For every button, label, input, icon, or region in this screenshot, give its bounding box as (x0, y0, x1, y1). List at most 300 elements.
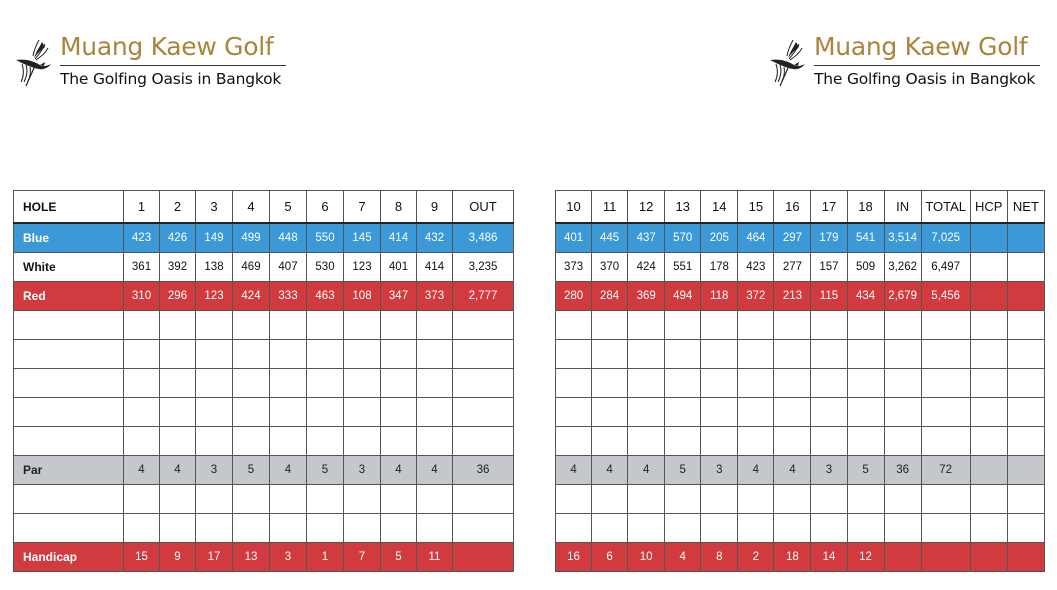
score-cell[interactable] (1007, 369, 1044, 398)
yardage-cell: 213 (774, 282, 811, 311)
score-cell[interactable] (344, 485, 381, 514)
yardage-cell: 347 (381, 282, 417, 311)
score-cell[interactable] (124, 369, 160, 398)
score-cell[interactable] (628, 369, 665, 398)
score-row (14, 398, 514, 427)
score-cell[interactable] (592, 311, 628, 340)
score-cell[interactable] (738, 427, 774, 456)
score-cell[interactable] (124, 427, 160, 456)
par-cell: 3 (196, 456, 233, 485)
score-cell[interactable] (628, 311, 665, 340)
handicap-cell: 8 (701, 543, 738, 572)
score-cell[interactable] (738, 514, 774, 543)
score-cell[interactable] (921, 369, 970, 398)
yardage-cell: 370 (592, 253, 628, 282)
score-row (556, 514, 1045, 543)
score-cell[interactable] (417, 485, 453, 514)
yardage-cell: 469 (233, 253, 270, 282)
yardage-cell: 277 (774, 253, 811, 282)
yardage-cell: 414 (381, 223, 417, 253)
player-name-cell[interactable] (14, 427, 124, 456)
total-cell: 2,777 (453, 282, 514, 311)
score-row (14, 514, 514, 543)
header-cell: 10 (556, 191, 592, 224)
score-cell[interactable] (124, 485, 160, 514)
handicap-cell: 10 (628, 543, 665, 572)
player-name-cell[interactable] (14, 485, 124, 514)
score-cell[interactable] (847, 340, 884, 369)
header-cell: OUT (453, 191, 514, 224)
score-cell[interactable] (160, 369, 196, 398)
handicap-cell: 9 (160, 543, 196, 572)
yardage-cell: 401 (556, 223, 592, 253)
bird-logo-icon (766, 32, 810, 88)
score-cell[interactable] (381, 485, 417, 514)
yardage-cell: 297 (774, 223, 811, 253)
yardage-cell: 280 (556, 282, 592, 311)
yardage-cell: 464 (738, 223, 774, 253)
brand-tagline: The Golfing Oasis in Bangkok (814, 70, 1036, 88)
handicap-cell: 2 (738, 543, 774, 572)
total-cell: 3,262 (884, 253, 921, 282)
score-cell[interactable] (884, 427, 921, 456)
score-cell[interactable] (1007, 340, 1044, 369)
score-cell[interactable] (417, 427, 453, 456)
score-cell[interactable] (811, 340, 847, 369)
score-cell[interactable] (665, 427, 701, 456)
total-cell: 3,514 (884, 223, 921, 253)
bird-logo-icon (12, 32, 56, 88)
player-name-cell[interactable] (14, 340, 124, 369)
total-cell: 2,679 (884, 282, 921, 311)
header-cell: 15 (738, 191, 774, 224)
score-cell[interactable] (665, 369, 701, 398)
score-cell[interactable] (233, 514, 270, 543)
score-cell[interactable] (124, 514, 160, 543)
score-cell[interactable] (307, 311, 344, 340)
par-cell: 4 (381, 456, 417, 485)
yardage-cell: 463 (307, 282, 344, 311)
par-cell: 4 (628, 456, 665, 485)
row-label: Red (14, 282, 124, 311)
score-row (556, 311, 1045, 340)
total-cell (921, 543, 970, 572)
score-cell[interactable] (160, 485, 196, 514)
score-cell[interactable] (1007, 485, 1044, 514)
score-cell[interactable] (628, 340, 665, 369)
score-cell[interactable] (1007, 514, 1044, 543)
yardage-cell: 369 (628, 282, 665, 311)
score-cell[interactable] (233, 427, 270, 456)
yardage-cell: 392 (160, 253, 196, 282)
player-name-cell[interactable] (14, 369, 124, 398)
hcp-cell (970, 543, 1007, 572)
score-cell[interactable] (233, 311, 270, 340)
yardage-cell: 494 (665, 282, 701, 311)
score-cell[interactable] (738, 369, 774, 398)
score-cell[interactable] (970, 514, 1007, 543)
yardage-cell: 445 (592, 223, 628, 253)
score-cell[interactable] (160, 340, 196, 369)
red-tee-row (556, 282, 1045, 311)
player-name-cell[interactable] (14, 311, 124, 340)
header-cell: IN (884, 191, 921, 224)
header-cell: 16 (774, 191, 811, 224)
player-name-cell[interactable] (14, 398, 124, 427)
score-cell[interactable] (665, 514, 701, 543)
score-cell[interactable] (556, 514, 592, 543)
score-cell[interactable] (921, 340, 970, 369)
score-cell[interactable] (381, 311, 417, 340)
score-cell[interactable] (270, 485, 307, 514)
score-cell[interactable] (665, 485, 701, 514)
total-cell (884, 543, 921, 572)
score-cell[interactable] (592, 514, 628, 543)
header-cell: 5 (270, 191, 307, 224)
hcp-cell (970, 456, 1007, 485)
score-cell[interactable] (970, 427, 1007, 456)
score-cell[interactable] (847, 311, 884, 340)
score-cell[interactable] (811, 398, 847, 427)
total-cell: 72 (921, 456, 970, 485)
score-cell[interactable] (556, 398, 592, 427)
handicap-row (14, 543, 514, 572)
score-cell[interactable] (665, 311, 701, 340)
score-cell[interactable] (701, 427, 738, 456)
yardage-cell: 509 (847, 253, 884, 282)
score-cell[interactable] (556, 369, 592, 398)
score-cell[interactable] (1007, 427, 1044, 456)
score-cell[interactable] (847, 514, 884, 543)
par-cell: 4 (270, 456, 307, 485)
score-cell[interactable] (307, 427, 344, 456)
score-cell[interactable] (970, 485, 1007, 514)
score-cell[interactable] (124, 398, 160, 427)
header-cell: NET (1007, 191, 1044, 224)
score-cell[interactable] (701, 514, 738, 543)
yardage-cell: 123 (344, 253, 381, 282)
score-cell[interactable] (556, 311, 592, 340)
score-cell[interactable] (381, 398, 417, 427)
score-cell[interactable] (701, 485, 738, 514)
header-cell: 17 (811, 191, 847, 224)
yardage-cell: 432 (417, 223, 453, 253)
score-cell[interactable] (592, 485, 628, 514)
yardage-cell: 138 (196, 253, 233, 282)
header-cell: 13 (665, 191, 701, 224)
score-cell[interactable] (196, 485, 233, 514)
hcp-cell (970, 282, 1007, 311)
score-cell[interactable] (417, 311, 453, 340)
score-cell[interactable] (124, 311, 160, 340)
score-cell[interactable] (453, 340, 514, 369)
score-cell[interactable] (774, 311, 811, 340)
score-cell[interactable] (270, 311, 307, 340)
score-cell[interactable] (738, 340, 774, 369)
row-label: Handicap (14, 543, 124, 572)
score-cell[interactable] (381, 369, 417, 398)
score-cell[interactable] (665, 398, 701, 427)
score-cell[interactable] (628, 514, 665, 543)
yardage-cell: 424 (628, 253, 665, 282)
score-cell[interactable] (628, 398, 665, 427)
par-cell: 4 (417, 456, 453, 485)
yardage-cell: 118 (701, 282, 738, 311)
brand-tagline: The Golfing Oasis in Bangkok (60, 70, 282, 88)
score-cell[interactable] (628, 427, 665, 456)
score-cell[interactable] (847, 398, 884, 427)
score-cell[interactable] (270, 340, 307, 369)
row-label: Blue (14, 223, 124, 253)
score-cell[interactable] (884, 485, 921, 514)
score-cell[interactable] (196, 369, 233, 398)
header-row (556, 191, 1045, 224)
score-cell[interactable] (847, 427, 884, 456)
score-cell[interactable] (884, 311, 921, 340)
header-cell: 14 (701, 191, 738, 224)
par-cell: 4 (160, 456, 196, 485)
score-cell[interactable] (124, 340, 160, 369)
score-cell[interactable] (160, 514, 196, 543)
handicap-row (556, 543, 1045, 572)
score-cell[interactable] (701, 311, 738, 340)
score-cell[interactable] (453, 485, 514, 514)
score-cell[interactable] (970, 369, 1007, 398)
score-cell[interactable] (344, 398, 381, 427)
score-cell[interactable] (701, 398, 738, 427)
score-row (14, 485, 514, 514)
blue-tee-row (556, 223, 1045, 253)
score-cell[interactable] (270, 369, 307, 398)
player-name-cell[interactable] (14, 514, 124, 543)
score-cell[interactable] (556, 340, 592, 369)
score-cell[interactable] (344, 311, 381, 340)
yardage-cell: 284 (592, 282, 628, 311)
score-cell[interactable] (556, 485, 592, 514)
score-cell[interactable] (592, 398, 628, 427)
score-cell[interactable] (884, 340, 921, 369)
par-cell: 5 (233, 456, 270, 485)
header-row (14, 191, 514, 224)
net-cell (1007, 223, 1044, 253)
score-cell[interactable] (270, 514, 307, 543)
score-cell[interactable] (628, 485, 665, 514)
yardage-cell: 424 (233, 282, 270, 311)
score-cell[interactable] (884, 514, 921, 543)
score-cell[interactable] (344, 369, 381, 398)
yardage-cell: 361 (124, 253, 160, 282)
score-cell[interactable] (701, 369, 738, 398)
score-cell[interactable] (921, 311, 970, 340)
score-cell[interactable] (381, 514, 417, 543)
score-cell[interactable] (738, 485, 774, 514)
score-cell[interactable] (196, 514, 233, 543)
yardage-cell: 205 (701, 223, 738, 253)
score-cell[interactable] (307, 485, 344, 514)
score-cell[interactable] (453, 369, 514, 398)
score-cell[interactable] (453, 427, 514, 456)
score-cell[interactable] (381, 340, 417, 369)
handicap-cell: 13 (233, 543, 270, 572)
yardage-cell: 499 (233, 223, 270, 253)
score-cell[interactable] (196, 340, 233, 369)
score-cell[interactable] (307, 369, 344, 398)
score-cell[interactable] (701, 340, 738, 369)
yardage-cell: 157 (811, 253, 847, 282)
yardage-cell: 423 (124, 223, 160, 253)
score-cell[interactable] (921, 398, 970, 427)
score-cell[interactable] (592, 427, 628, 456)
score-cell[interactable] (884, 398, 921, 427)
yardage-cell: 530 (307, 253, 344, 282)
total-cell: 7,025 (921, 223, 970, 253)
score-cell[interactable] (233, 485, 270, 514)
score-cell[interactable] (160, 398, 196, 427)
score-cell[interactable] (774, 485, 811, 514)
score-cell[interactable] (774, 514, 811, 543)
score-cell[interactable] (344, 340, 381, 369)
par-row (556, 456, 1045, 485)
score-row (14, 340, 514, 369)
score-row (14, 427, 514, 456)
par-cell: 5 (307, 456, 344, 485)
total-cell: 6,497 (921, 253, 970, 282)
score-cell[interactable] (774, 369, 811, 398)
yardage-cell: 423 (738, 253, 774, 282)
back-nine-scorecard (555, 190, 1045, 572)
header-cell: 18 (847, 191, 884, 224)
header-cell: 3 (196, 191, 233, 224)
header-cell: HCP (970, 191, 1007, 224)
score-cell[interactable] (556, 427, 592, 456)
yardage-cell: 178 (701, 253, 738, 282)
score-cell[interactable] (160, 311, 196, 340)
score-cell[interactable] (417, 340, 453, 369)
score-cell[interactable] (196, 398, 233, 427)
score-cell[interactable] (453, 514, 514, 543)
yardage-cell: 437 (628, 223, 665, 253)
score-cell[interactable] (417, 398, 453, 427)
score-cell[interactable] (592, 340, 628, 369)
score-cell[interactable] (921, 485, 970, 514)
yardage-cell: 310 (124, 282, 160, 311)
total-cell: 3,486 (453, 223, 514, 253)
net-cell (1007, 543, 1044, 572)
score-cell[interactable] (270, 398, 307, 427)
score-cell[interactable] (233, 340, 270, 369)
score-cell[interactable] (270, 427, 307, 456)
score-cell[interactable] (774, 398, 811, 427)
header-cell: HOLE (14, 191, 124, 224)
score-cell[interactable] (970, 311, 1007, 340)
par-cell: 5 (847, 456, 884, 485)
score-cell[interactable] (921, 427, 970, 456)
row-label: Par (14, 456, 124, 485)
score-cell[interactable] (233, 398, 270, 427)
score-cell[interactable] (884, 369, 921, 398)
score-cell[interactable] (811, 427, 847, 456)
handicap-cell: 7 (344, 543, 381, 572)
yardage-cell: 115 (811, 282, 847, 311)
red-tee-row (14, 282, 514, 311)
yardage-cell: 149 (196, 223, 233, 253)
white-tee-row (14, 253, 514, 282)
score-cell[interactable] (665, 340, 701, 369)
par-cell: 4 (592, 456, 628, 485)
yardage-cell: 123 (196, 282, 233, 311)
score-cell[interactable] (417, 369, 453, 398)
yardage-cell: 407 (270, 253, 307, 282)
yardage-cell: 570 (665, 223, 701, 253)
net-cell (1007, 456, 1044, 485)
header-cell: TOTAL (921, 191, 970, 224)
score-cell[interactable] (970, 398, 1007, 427)
handicap-cell: 5 (381, 543, 417, 572)
score-row (556, 485, 1045, 514)
score-cell[interactable] (847, 485, 884, 514)
score-cell[interactable] (307, 340, 344, 369)
hcp-cell (970, 223, 1007, 253)
handicap-cell: 1 (307, 543, 344, 572)
score-cell[interactable] (921, 514, 970, 543)
score-cell[interactable] (417, 514, 453, 543)
yardage-cell: 145 (344, 223, 381, 253)
score-cell[interactable] (307, 398, 344, 427)
score-cell[interactable] (344, 514, 381, 543)
score-cell[interactable] (811, 311, 847, 340)
score-cell[interactable] (811, 514, 847, 543)
score-cell[interactable] (160, 427, 196, 456)
handicap-cell: 15 (124, 543, 160, 572)
blue-tee-row (14, 223, 514, 253)
score-row (556, 340, 1045, 369)
score-cell[interactable] (344, 427, 381, 456)
score-cell[interactable] (970, 340, 1007, 369)
yardage-cell: 401 (381, 253, 417, 282)
score-cell[interactable] (738, 311, 774, 340)
header-cell: 4 (233, 191, 270, 224)
header-cell: 9 (417, 191, 453, 224)
handicap-cell: 14 (811, 543, 847, 572)
score-cell[interactable] (196, 427, 233, 456)
score-cell[interactable] (1007, 311, 1044, 340)
handicap-cell: 3 (270, 543, 307, 572)
white-tee-row (556, 253, 1045, 282)
par-row (14, 456, 514, 485)
score-cell[interactable] (847, 369, 884, 398)
score-cell[interactable] (738, 398, 774, 427)
score-cell[interactable] (307, 514, 344, 543)
score-cell[interactable] (381, 427, 417, 456)
total-cell: 36 (884, 456, 921, 485)
handicap-cell: 11 (417, 543, 453, 572)
yardage-cell: 551 (665, 253, 701, 282)
score-cell[interactable] (774, 427, 811, 456)
score-cell[interactable] (811, 369, 847, 398)
score-cell[interactable] (196, 311, 233, 340)
score-cell[interactable] (453, 398, 514, 427)
yardage-cell: 372 (738, 282, 774, 311)
score-cell[interactable] (811, 485, 847, 514)
score-cell[interactable] (1007, 398, 1044, 427)
score-cell[interactable] (592, 369, 628, 398)
score-cell[interactable] (774, 340, 811, 369)
handicap-cell: 16 (556, 543, 592, 572)
score-cell[interactable] (453, 311, 514, 340)
yardage-cell: 373 (556, 253, 592, 282)
score-cell[interactable] (233, 369, 270, 398)
brand-divider (814, 65, 1040, 66)
